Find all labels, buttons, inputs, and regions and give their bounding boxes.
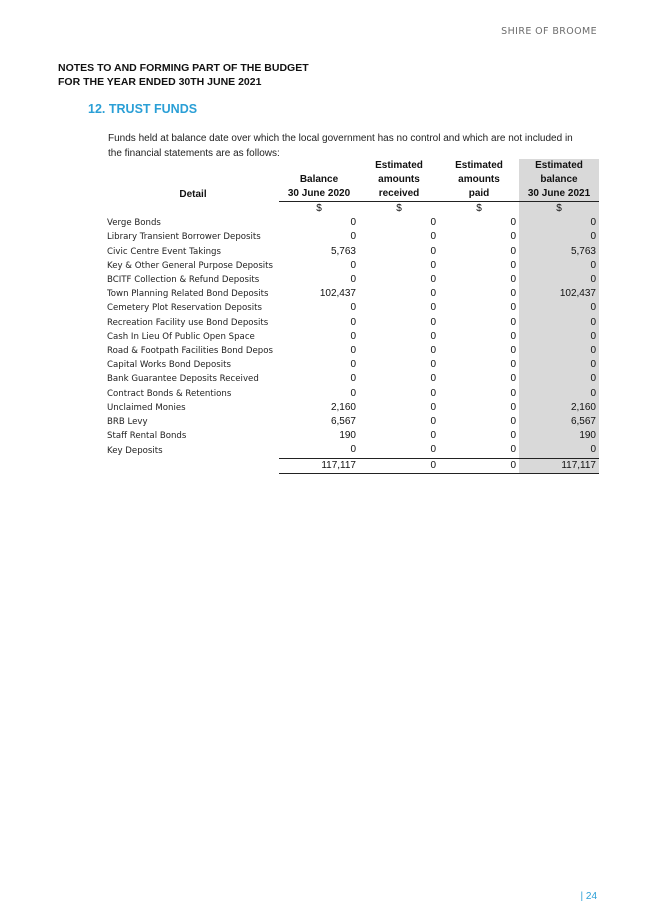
balance-2020-cell: 102,437 xyxy=(319,288,356,300)
currency-symbol: $ xyxy=(519,202,599,217)
detail-cell: Bank Guarantee Deposits Received xyxy=(107,374,259,385)
section-heading xyxy=(88,102,197,116)
table-row xyxy=(107,216,599,230)
balance-2020-cell: 0 xyxy=(350,217,356,229)
total-balance-2021: 117,117 xyxy=(519,458,599,473)
table-body xyxy=(107,202,599,474)
received-cell: 0 xyxy=(430,288,436,300)
total-paid: 0 xyxy=(439,458,519,473)
notes-title-line-1: NOTES TO AND FORMING PART OF THE BUDGET xyxy=(58,62,309,74)
paid-cell: 0 xyxy=(510,401,516,413)
page-number: | 24 xyxy=(580,891,597,902)
detail-cell: Road & Footpath Facilities Bond Depos xyxy=(107,346,273,357)
paid-cell: 0 xyxy=(510,359,516,371)
received-cell: 0 xyxy=(430,274,436,286)
received-cell: 0 xyxy=(430,416,436,428)
detail-cell: Contract Bonds & Retentions xyxy=(107,388,232,399)
header-cell: balance xyxy=(519,173,599,187)
table-row xyxy=(107,387,599,401)
received-cell: 0 xyxy=(430,345,436,357)
table-row xyxy=(107,344,599,358)
table-row xyxy=(107,301,599,315)
balance-2021-cell: 2,160 xyxy=(519,401,599,415)
detail-cell: BRB Levy xyxy=(107,417,148,428)
balance-2020-cell: 0 xyxy=(350,330,356,342)
detail-cell: Town Planning Related Bond Deposits xyxy=(107,289,269,300)
trust-funds-table xyxy=(107,159,599,474)
header-balance-2021: 30 June 2021 xyxy=(519,187,599,202)
paid-cell: 0 xyxy=(510,373,516,385)
paid-cell: 0 xyxy=(510,316,516,328)
total-label-spacer xyxy=(107,458,279,473)
header-received: received xyxy=(359,187,439,202)
currency-row xyxy=(107,202,599,217)
header-cell: Estimated xyxy=(455,160,503,171)
balance-2020-cell: 6,567 xyxy=(330,416,356,428)
balance-2021-cell: 0 xyxy=(519,387,599,401)
balance-2021-cell: 0 xyxy=(519,273,599,287)
header-cell: amounts xyxy=(378,174,420,185)
total-balance-2020: 117,117 xyxy=(279,458,359,473)
detail-cell: Civic Centre Event Takings xyxy=(107,246,221,257)
received-cell: 0 xyxy=(430,387,436,399)
paid-cell: 0 xyxy=(510,231,516,243)
header-cell: amounts xyxy=(458,174,500,185)
balance-2020-cell: 0 xyxy=(350,359,356,371)
received-cell: 0 xyxy=(430,430,436,442)
balance-2021-cell: 0 xyxy=(519,443,599,458)
detail-cell: Key Deposits xyxy=(107,445,163,456)
trust-funds-table-wrapper xyxy=(107,159,599,474)
currency-symbol: $ xyxy=(476,203,482,214)
balance-2020-cell: 0 xyxy=(350,302,356,314)
balance-2021-cell: 6,567 xyxy=(519,415,599,429)
section-number: 12. xyxy=(88,102,106,116)
balance-2021-cell: 0 xyxy=(519,316,599,330)
currency-symbol: $ xyxy=(396,203,402,214)
received-cell: 0 xyxy=(430,302,436,314)
received-cell: 0 xyxy=(430,330,436,342)
balance-2020-cell: 0 xyxy=(350,274,356,286)
balance-2020-cell: 190 xyxy=(339,430,356,442)
notes-title xyxy=(58,61,309,89)
paid-cell: 0 xyxy=(510,387,516,399)
balance-2021-cell: 102,437 xyxy=(519,287,599,301)
paid-cell: 0 xyxy=(510,217,516,229)
organisation-name: SHIRE OF BROOME xyxy=(501,26,597,37)
detail-cell: BCITF Collection & Refund Deposits xyxy=(107,275,260,286)
section-title: TRUST FUNDS xyxy=(108,102,198,116)
table-row xyxy=(107,316,599,330)
balance-2020-cell: 0 xyxy=(350,316,356,328)
detail-cell: Cemetery Plot Reservation Deposits xyxy=(107,303,262,314)
balance-2021-cell: 0 xyxy=(519,216,599,230)
balance-2021-cell: 0 xyxy=(519,259,599,273)
intro-paragraph: Funds held at balance date over which the local government has no control and which are not included in the financial statements are as follows: xyxy=(108,133,573,159)
notes-title-line-2: FOR THE YEAR ENDED 30TH JUNE 2021 xyxy=(58,76,262,88)
table-row xyxy=(107,372,599,386)
balance-2021-cell: 0 xyxy=(519,344,599,358)
header-cell: Balance xyxy=(299,174,339,185)
balance-2021-cell: 0 xyxy=(519,230,599,244)
table-row xyxy=(107,259,599,273)
table-row xyxy=(107,401,599,415)
header-cell xyxy=(107,173,279,187)
balance-2020-cell: 0 xyxy=(350,345,356,357)
detail-cell: Cash In Lieu Of Public Open Space xyxy=(107,331,255,342)
table-row xyxy=(107,358,599,372)
currency-spacer xyxy=(107,202,279,217)
header-balance-2020: 30 June 2020 xyxy=(279,187,359,202)
total-row xyxy=(107,458,599,473)
paid-cell: 0 xyxy=(510,416,516,428)
table-row xyxy=(107,230,599,244)
paid-cell: 0 xyxy=(510,288,516,300)
paid-cell: 0 xyxy=(510,330,516,342)
balance-2020-cell: 0 xyxy=(350,373,356,385)
received-cell: 0 xyxy=(430,259,436,271)
header-row-1 xyxy=(107,159,599,173)
received-cell: 0 xyxy=(430,359,436,371)
header-cell xyxy=(279,159,359,173)
balance-2020-cell: 0 xyxy=(350,387,356,399)
total-received: 0 xyxy=(359,458,439,473)
detail-cell: Capital Works Bond Deposits xyxy=(107,360,231,371)
paid-cell: 0 xyxy=(510,345,516,357)
currency-symbol: $ xyxy=(316,203,322,214)
paid-cell: 0 xyxy=(510,274,516,286)
received-cell: 0 xyxy=(430,217,436,229)
table-row xyxy=(107,330,599,344)
received-cell: 0 xyxy=(430,231,436,243)
table-row xyxy=(107,273,599,287)
table-row xyxy=(107,415,599,429)
detail-cell: Verge Bonds xyxy=(107,218,161,229)
table-row xyxy=(107,443,599,458)
balance-2021-cell: 190 xyxy=(519,429,599,443)
received-cell: 0 xyxy=(430,444,436,456)
detail-cell: Unclaimed Monies xyxy=(107,402,186,413)
balance-2020-cell: 5,763 xyxy=(330,245,356,257)
table-row xyxy=(107,429,599,443)
header-row-3 xyxy=(107,187,599,202)
balance-2020-cell: 0 xyxy=(350,259,356,271)
balance-2021-cell: 0 xyxy=(519,358,599,372)
header-cell xyxy=(107,159,279,173)
balance-2021-cell: 0 xyxy=(519,330,599,344)
detail-cell: Recreation Facility use Bond Deposits xyxy=(107,317,269,328)
received-cell: 0 xyxy=(430,401,436,413)
paid-cell: 0 xyxy=(510,430,516,442)
balance-2020-cell: 2,160 xyxy=(330,401,356,413)
balance-2020-cell: 0 xyxy=(350,231,356,243)
table-row xyxy=(107,287,599,301)
balance-2021-cell: 0 xyxy=(519,301,599,315)
detail-cell: Key & Other General Purpose Deposits xyxy=(107,260,274,271)
paid-cell: 0 xyxy=(510,245,516,257)
detail-cell: Library Transient Borrower Deposits xyxy=(107,232,261,243)
paid-cell: 0 xyxy=(510,302,516,314)
header-cell: Estimated xyxy=(375,160,423,171)
header-row-2 xyxy=(107,173,599,187)
received-cell: 0 xyxy=(430,373,436,385)
paid-cell: 0 xyxy=(510,259,516,271)
header-paid: paid xyxy=(439,187,519,202)
detail-cell: Staff Rental Bonds xyxy=(107,431,187,442)
balance-2020-cell: 0 xyxy=(350,444,356,456)
balance-2021-cell: 5,763 xyxy=(519,245,599,259)
header-detail: Detail xyxy=(179,188,207,200)
received-cell: 0 xyxy=(430,245,436,257)
header-cell: Estimated xyxy=(519,159,599,173)
table-row xyxy=(107,245,599,259)
received-cell: 0 xyxy=(430,316,436,328)
paid-cell: 0 xyxy=(510,444,516,456)
balance-2021-cell: 0 xyxy=(519,372,599,386)
